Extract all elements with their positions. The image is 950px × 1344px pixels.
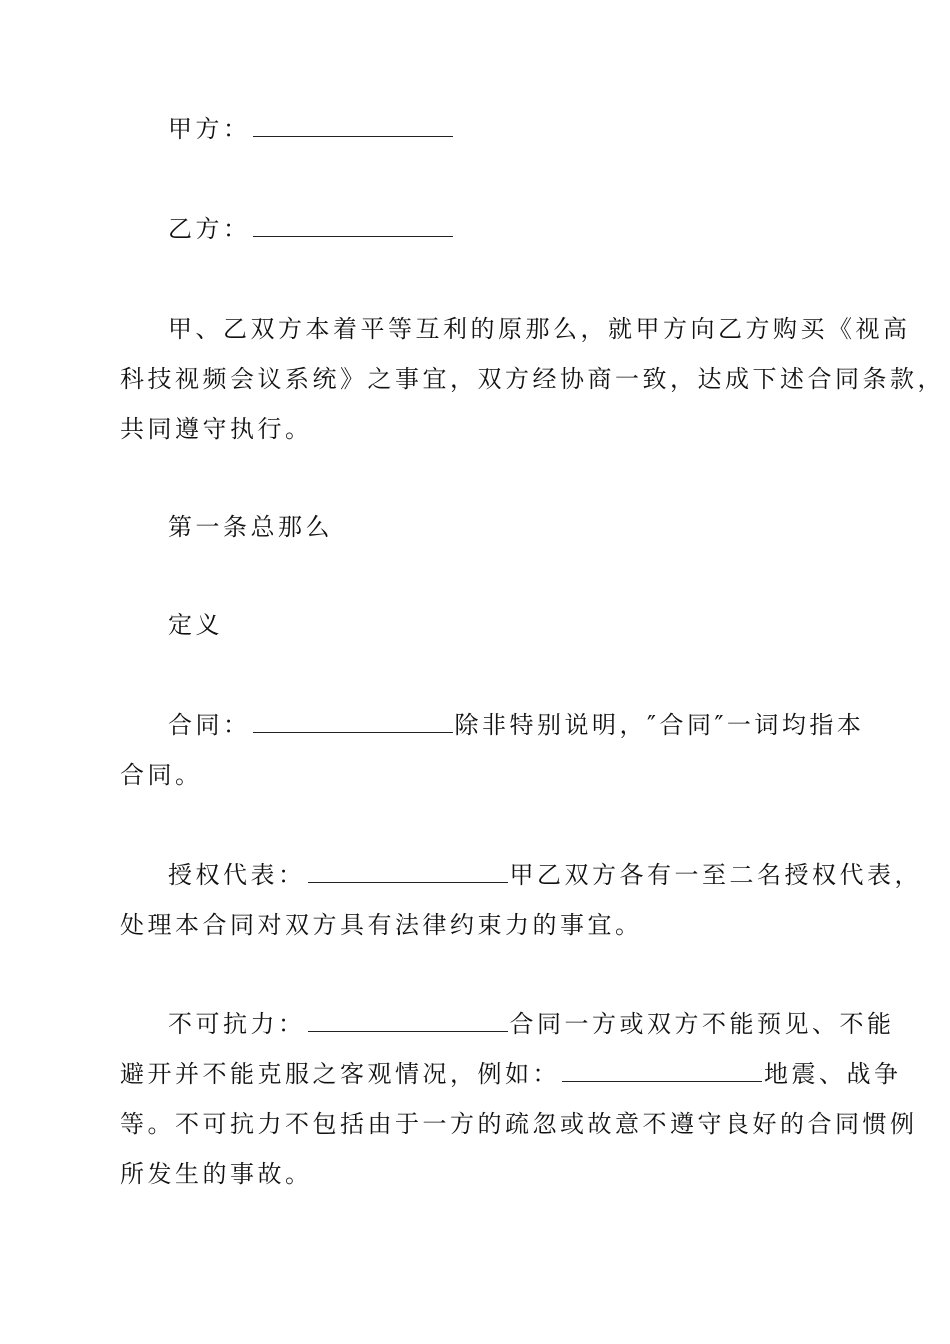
- force-majeure-line-3: 等。不可抗力不包括由于一方的疏忽或故意不遵守良好的合同惯例: [120, 1110, 918, 1138]
- party-a-label: 甲方：: [168, 115, 251, 143]
- representative-definition-line-1: [0, 858, 950, 892]
- contract-definition-line-2: 合同。: [120, 761, 203, 789]
- party-b-line: [0, 212, 950, 246]
- intro-line-3: 共同遵守执行。: [120, 415, 313, 443]
- force-majeure-example-text: 避开并不能克服之客观情况，例如：: [120, 1060, 560, 1088]
- force-majeure-line-2: [0, 1057, 950, 1091]
- party-a-line: [0, 112, 950, 146]
- intro-line-2: 科技视频会议系统》之事宜，双方经协商一致，达成下述合同条款，: [120, 365, 945, 393]
- party-b-label: 乙方：: [168, 215, 251, 243]
- intro-line-1: 甲、乙双方本着平等互利的原那么，就甲方向乙方购买《视高: [168, 315, 911, 343]
- representative-definition-line-2: 处理本合同对双方具有法律约束力的事宜。: [120, 911, 643, 939]
- contract-definition-text: 除非特别说明，″合同″一词均指本: [454, 711, 865, 739]
- representative-label: 授权代表：: [168, 861, 306, 889]
- representative-blank[interactable]: [308, 862, 508, 883]
- definitions-title: 定义: [168, 611, 223, 639]
- representative-definition-text: 甲乙双方各有一至二名授权代表，: [509, 861, 922, 889]
- force-majeure-text: 合同一方或双方不能预见、不能: [509, 1010, 895, 1038]
- force-majeure-blank[interactable]: [308, 1011, 508, 1032]
- force-majeure-example-tail: 地震、战争: [764, 1060, 902, 1088]
- force-majeure-line-4: 所发生的事故。: [120, 1160, 313, 1188]
- contract-blank[interactable]: [253, 712, 453, 733]
- force-majeure-line-1: [0, 1007, 950, 1041]
- force-majeure-label: 不可抗力：: [168, 1010, 306, 1038]
- contract-definition-line-1: [0, 708, 950, 742]
- article-1-title: 第一条总那么: [168, 513, 333, 541]
- contract-label: 合同：: [168, 711, 251, 739]
- party-b-blank[interactable]: [253, 216, 453, 237]
- force-majeure-example-blank[interactable]: [562, 1061, 762, 1082]
- party-a-blank[interactable]: [253, 116, 453, 137]
